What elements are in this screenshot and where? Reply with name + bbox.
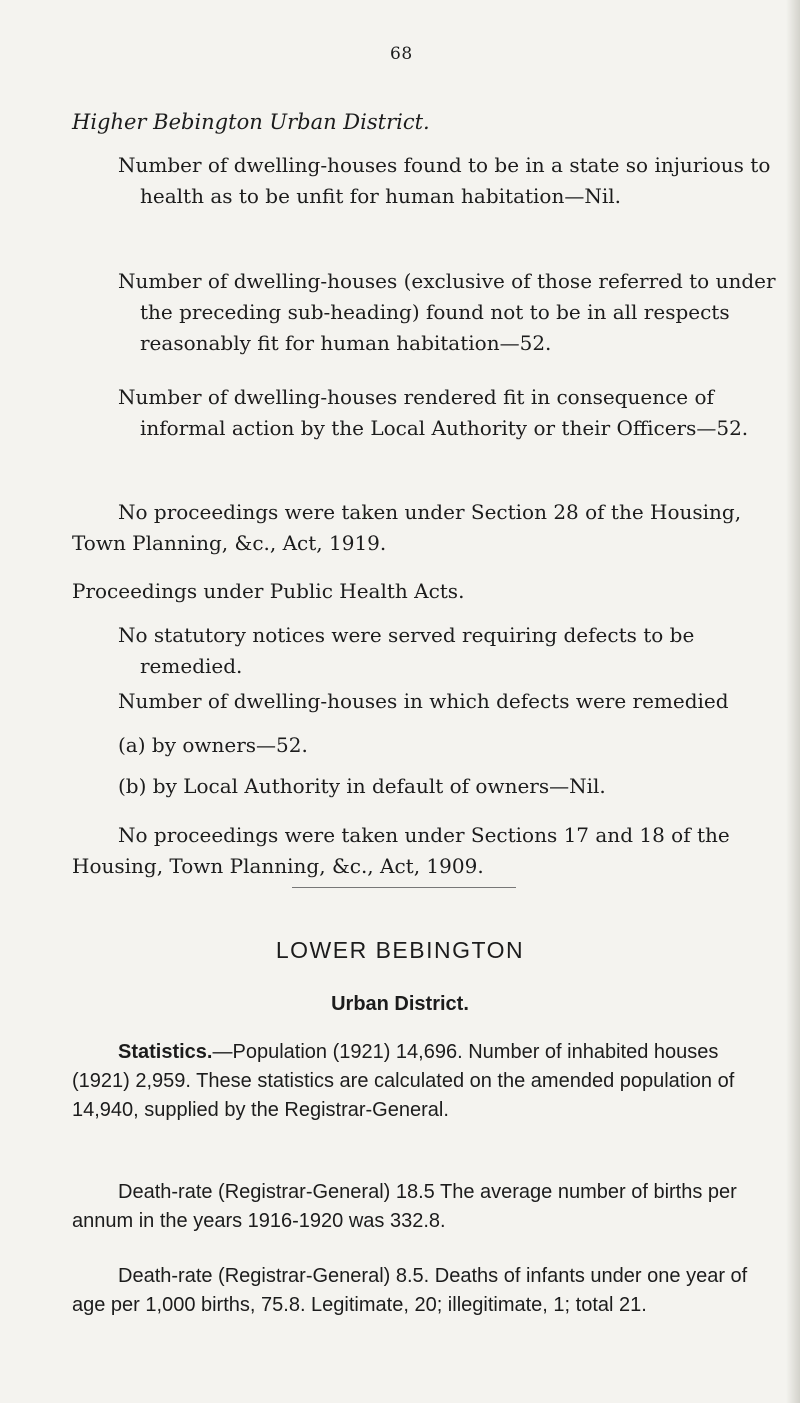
subheading-public-health-acts: Proceedings under Public Health Acts. <box>72 579 465 603</box>
list-item-by-owners: (a) by owners—52. <box>118 733 308 757</box>
paragraph-no-proceedings-1919: No proceedings were taken under Section 28 of the Housing, Town Planning, &c., Act, 1919. <box>72 500 742 555</box>
paragraph-no-statutory-notices: No statutory notices were served requiring defects to be remedied. <box>118 623 695 678</box>
statistics-text: —Population (1921) 14,696. Number of inhabited houses (1921) 2,959. These statistics are calculated on the amended population of 14,940, supplied by the Registrar-General. <box>72 1041 735 1121</box>
list-item-by-local-authority: (b) by Local Authority in default of owners—Nil. <box>118 774 606 798</box>
page-number: 68 <box>390 44 413 64</box>
paragraph-birth-rate: Death-rate (Registrar-General) 18.5 The average number of births per annum in the years 1916-1920 was 332.8. <box>72 1181 737 1232</box>
paragraph-not-fit-houses: Number of dwelling-houses (exclusive of those referred to under the preceding sub-heading) found not to be in all respects reasonably fit for human habitation—52. <box>118 269 776 355</box>
paragraph-no-proceedings-1909: No proceedings were taken under Sections 17 and 18 of the Housing, Town Planning, &c., Act, 1909. <box>72 823 730 878</box>
paragraph-death-rate: Death-rate (Registrar-General) 8.5. Deaths of infants under one year of age per 1,000 births, 75.8. Legitimate, 20; illegitimate, 1; total 21. <box>72 1265 748 1316</box>
heading-lower-bebington: LOWER BEBINGTON <box>275 937 525 963</box>
statistics-label: Statistics. <box>118 1041 213 1063</box>
paragraph-defects-remedied-intro: Number of dwelling-houses in which defects were remedied <box>118 689 729 713</box>
subheading-urban-district: Urban District. <box>331 993 469 1015</box>
section-divider <box>292 887 516 888</box>
paragraph-unfit-houses: Number of dwelling-houses found to be in a state so injurious to health as to be unfit for human habitation—Nil. <box>118 153 771 208</box>
paragraph-rendered-fit: Number of dwelling-houses rendered fit in consequence of informal action by the Local Authority or their Officers—52. <box>118 385 749 440</box>
paragraph-statistics <box>72 1038 772 1125</box>
section-title-higher-bebington: Higher Bebington Urban District. <box>72 110 430 134</box>
